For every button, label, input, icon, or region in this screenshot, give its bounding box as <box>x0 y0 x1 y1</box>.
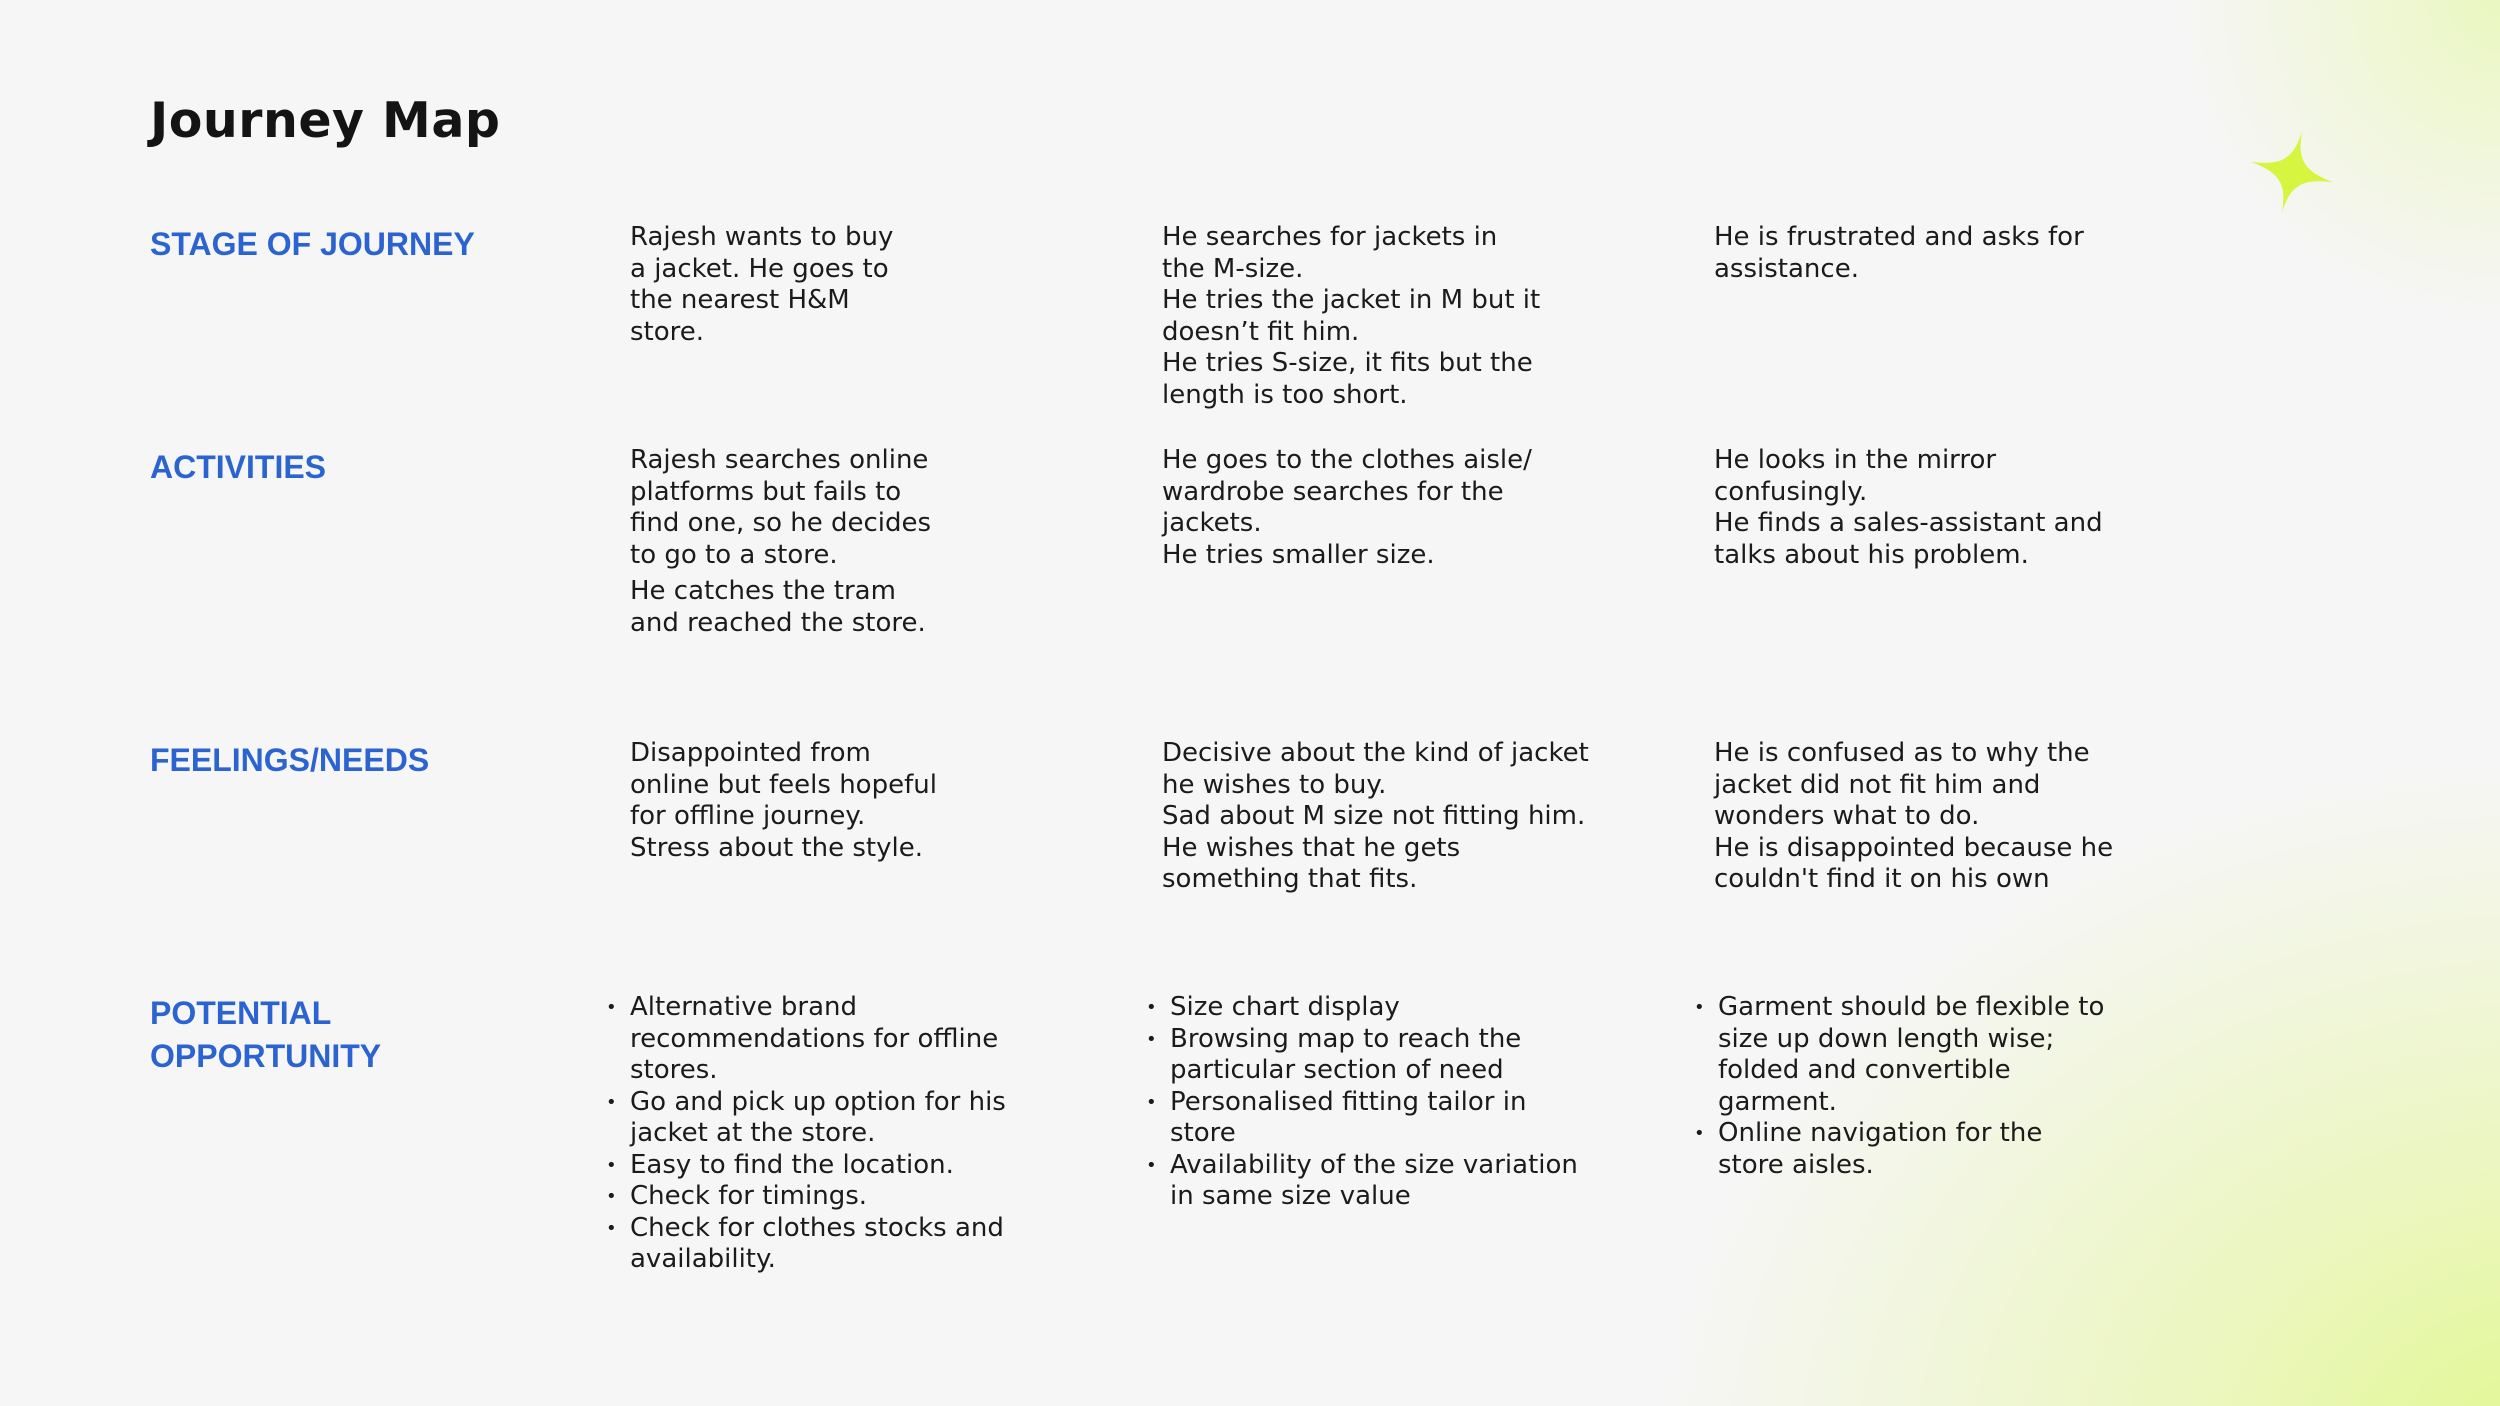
text-line: Sad about M size not fitting him. <box>1162 801 1586 831</box>
text-line: Stress about the style. <box>630 832 923 863</box>
text-line: He tries the jacket in M but it <box>1162 285 1541 315</box>
opportunity-col2 <box>1170 992 1610 1213</box>
feelings-col2 <box>1162 738 1632 896</box>
row-label-potential-opportunity <box>150 992 510 1078</box>
bullet-item <box>1170 1150 1610 1213</box>
stage-col2 <box>1162 222 1632 411</box>
row-label-stage-of-journey: STAGE OF JOURNEY <box>150 226 475 262</box>
text-line: store aisles. <box>1718 1149 1874 1180</box>
bullet-item <box>1170 1087 1610 1150</box>
text-line: • Check for timings. <box>630 1181 868 1211</box>
text-line: wonders what to do. <box>1714 801 1980 831</box>
text-line: Disappointed from <box>630 738 871 768</box>
bullet-item <box>630 992 1050 1087</box>
text-line: He tries smaller size. <box>1162 539 1435 570</box>
text-line: He is disappointed because he <box>1714 832 2114 863</box>
text-line: platforms but fails to <box>630 476 902 507</box>
text-line: length is too short. <box>1162 379 1408 410</box>
bullet-item <box>630 1213 1050 1276</box>
text-line: wardrobe searches for the <box>1162 476 1504 507</box>
text-line: store. <box>630 316 705 347</box>
text-line: Rajesh searches online <box>630 445 929 475</box>
text-line: particular section of need <box>1170 1055 1504 1085</box>
text-line: to go to a store. <box>630 539 838 570</box>
activities-col1 <box>630 445 1050 639</box>
text-line: folded and convertible <box>1718 1055 2011 1085</box>
text-line: • Availability of the size variation <box>1170 1149 1578 1180</box>
text-line: recommendations for offline <box>630 1023 999 1054</box>
text-line: for offline journey. <box>630 801 866 831</box>
activities-col2 <box>1162 445 1632 571</box>
opportunity-col1 <box>630 992 1050 1276</box>
text-line: He tries S-size, it fits but the <box>1162 348 1533 378</box>
text-line: confusingly. <box>1714 476 1868 507</box>
text-line: he wishes to buy. <box>1162 769 1387 800</box>
text-line: assistance. <box>1714 253 1859 284</box>
bullet-list <box>630 992 1050 1276</box>
text-line: He is confused as to why the <box>1714 738 2090 768</box>
text-line: • Personalised fitting tailor in <box>1170 1086 1527 1117</box>
bullet-item <box>630 1150 1050 1182</box>
text-line: the nearest H&M <box>630 285 850 315</box>
stage-col1 <box>630 222 1050 348</box>
bullet-list <box>1718 992 2158 1181</box>
label-line: OPPORTUNITY <box>150 1038 382 1074</box>
bullet-item <box>1718 992 2158 1118</box>
text-line: • Go and pick up option for his <box>630 1086 1006 1117</box>
text-line: • Alternative brand <box>630 992 858 1022</box>
text-line: and reached the store. <box>630 607 926 638</box>
row-label-activities: ACTIVITIES <box>150 449 327 485</box>
text-line: in same size value <box>1170 1181 1411 1211</box>
bullet-item <box>630 1181 1050 1213</box>
page-title: Journey Map <box>150 92 501 149</box>
text-line: jackets. <box>1162 508 1262 538</box>
text-line: the M-size. <box>1162 253 1304 284</box>
text-line: • Size chart display <box>1170 992 1400 1022</box>
bullet-item <box>1170 992 1610 1024</box>
label-line: POTENTIAL <box>150 995 332 1031</box>
feelings-col3 <box>1714 738 2184 896</box>
text-line: Rajesh wants to buy <box>630 222 894 252</box>
text-line: He finds a sales-assistant and <box>1714 508 2103 538</box>
text-line: • Easy to find the location. <box>630 1149 954 1180</box>
bullet-item <box>630 1087 1050 1150</box>
text-line: • Online navigation for the <box>1718 1118 2043 1148</box>
text-line: jacket did not fit him and <box>1714 769 2041 800</box>
bullet-item <box>1718 1118 2158 1181</box>
bullet-list <box>1170 992 1610 1213</box>
row-label-feelings-needs: FEELINGS/NEEDS <box>150 742 430 778</box>
text-line: talks about his problem. <box>1714 539 2029 570</box>
text-line: stores. <box>630 1055 718 1085</box>
text-line: He catches the tram <box>630 576 896 606</box>
text-line: size up down length wise; <box>1718 1023 2055 1054</box>
text-line: availability. <box>630 1244 776 1274</box>
text-line: Decisive about the kind of jacket <box>1162 738 1589 768</box>
text-line: He searches for jackets in <box>1162 222 1498 252</box>
text-line: something that fits. <box>1162 864 1418 894</box>
text-line: • Check for clothes stocks and <box>630 1212 1004 1243</box>
text-line: a jacket. He goes to <box>630 253 889 284</box>
text-line: He goes to the clothes aisle/ <box>1162 445 1532 475</box>
bullet-item <box>1170 1024 1610 1087</box>
text-line: store <box>1170 1118 1236 1148</box>
text-line: • Garment should be flexible to <box>1718 992 2105 1022</box>
text-line: He looks in the mirror <box>1714 445 1997 475</box>
text-line: garment. <box>1718 1086 1837 1117</box>
text-line: online but feels hopeful <box>630 769 937 800</box>
feelings-col1 <box>630 738 1050 864</box>
text-line: He is frustrated and asks for <box>1714 222 2084 252</box>
text-line: doesn’t fit him. <box>1162 316 1360 347</box>
activities-col3 <box>1714 445 2184 571</box>
text-line: find one, so he decides <box>630 508 932 538</box>
stage-col3 <box>1714 222 2184 285</box>
sparkle-star-icon <box>2250 130 2334 214</box>
text-line: • Browsing map to reach the <box>1170 1023 1522 1054</box>
opportunity-col3 <box>1718 992 2158 1181</box>
text-line: couldn't find it on his own <box>1714 864 2050 894</box>
text-line: jacket at the store. <box>630 1118 876 1148</box>
text-line: He wishes that he gets <box>1162 832 1461 863</box>
